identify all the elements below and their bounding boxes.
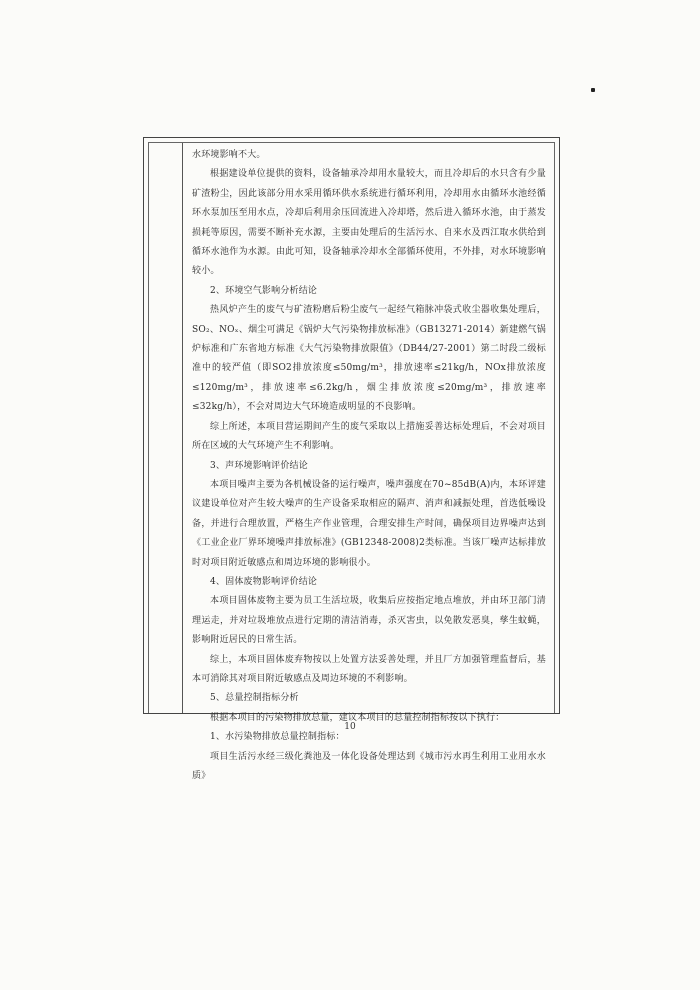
page-number: 10 — [344, 722, 356, 732]
paragraph-domestic-sewage: 项目生活污水经三级化粪池及一体化设备处理达到《城市污水再生利用工业用水水质》 — [192, 751, 546, 781]
paragraph-solid-waste: 本项目固体废物主要为员工生活垃圾，收集后应按指定地点堆放，并由环卫部门清理运走，并对垃圾堆放点进行定期的清洁消毒，杀灭害虫，以免散发恶臭，孳生蚊蝇，影响附近居民的日常生活。 — [192, 596, 546, 646]
heading-solid-waste: 4、固体废物影响评价结论 — [210, 576, 318, 587]
heading-water-pollutant-total: 1、水污染物排放总量控制指标： — [210, 732, 345, 743]
paragraph-noise: 本项目噪声主要为各机械设备的运行噪声，噪声强度在70~85dB(A)内，本环评建议建设单位对产生较大噪声的生产设备采取相应的隔声、消声和减振处理，首选低噪设备，并进行合理放置，严格生产作业管理，合理安排生产时间，确保项目边界噪声达到《工业企业厂界环境噪声排放标准》(GB12348-2008)2类标准。当该厂噪声达标排放时对项目附近敏感点和周边环境的影响很小。 — [192, 479, 546, 568]
paragraph-solid-waste-summary: 综上，本项目固体废弃物按以上处置方法妥善处理，并且厂方加强管理监督后，基本可消除其对项目附近敏感点及周边环境的不利影响。 — [192, 654, 546, 684]
heading-noise-impact: 3、声环境影响评价结论 — [210, 460, 308, 471]
paragraph-total-control-intro: 根据本项目的污染物排放总量，建议本项目的总量控制指标按以下执行： — [210, 712, 505, 723]
report-text-cell — [192, 146, 546, 786]
heading-air-impact: 2、环境空气影响分析结论 — [210, 285, 318, 296]
paragraph-air-emissions: 热风炉产生的废气与矿渣粉磨后粉尘废气一起经气箱脉冲袋式收尘器收集处理后，SO₂、NOₓ、烟尘可满足《锅炉大气污染物排放标准》（GB13271-2014）新建燃气锅炉标准和广东省地方标准《大气污染物排放限值》（DB44/27-2001）第二时段二级标准中的较严值（即SO2排放浓度≤50mg/m³，排放速率≤21kg/h，NOx排放浓度≤120mg/m³，排放速率≤6.2kg/h，烟尘排放浓度≤20mg/m³，排放速率≤32kg/h），不会对周边大气环境造成明显的不良影响。 — [192, 305, 546, 413]
table-column-divider — [182, 143, 183, 713]
paragraph-cooling-water: 根据建设单位提供的资料，设备轴承冷却用水量较大，而且冷却后的水只含有少量矿渣粉尘，因此该部分用水采用循环供水系统进行循环利用，冷却用水由循环水池经循环水泵加压至用水点，冷却后利用余压回流进入冷却塔，然后进入循环水池，由于蒸发损耗等原因，需要不断补充水源，主要由处理后的生活污水、自来水及西江取水供给到循环水池作为水源。由此可知，设备轴承冷却水全部循环使用，不外排，对水环境影响较小。 — [192, 169, 546, 277]
scan-speck — [591, 88, 595, 92]
paragraph-air-summary: 综上所述，本项目营运期间产生的废气采取以上措施妥善达标处理后，不会对项目所在区域的大气环境产生不利影响。 — [192, 421, 546, 452]
heading-total-control: 5、总量控制指标分析 — [210, 693, 299, 704]
paragraph-water-impact-end: 水环境影响不大。 — [192, 150, 266, 160]
